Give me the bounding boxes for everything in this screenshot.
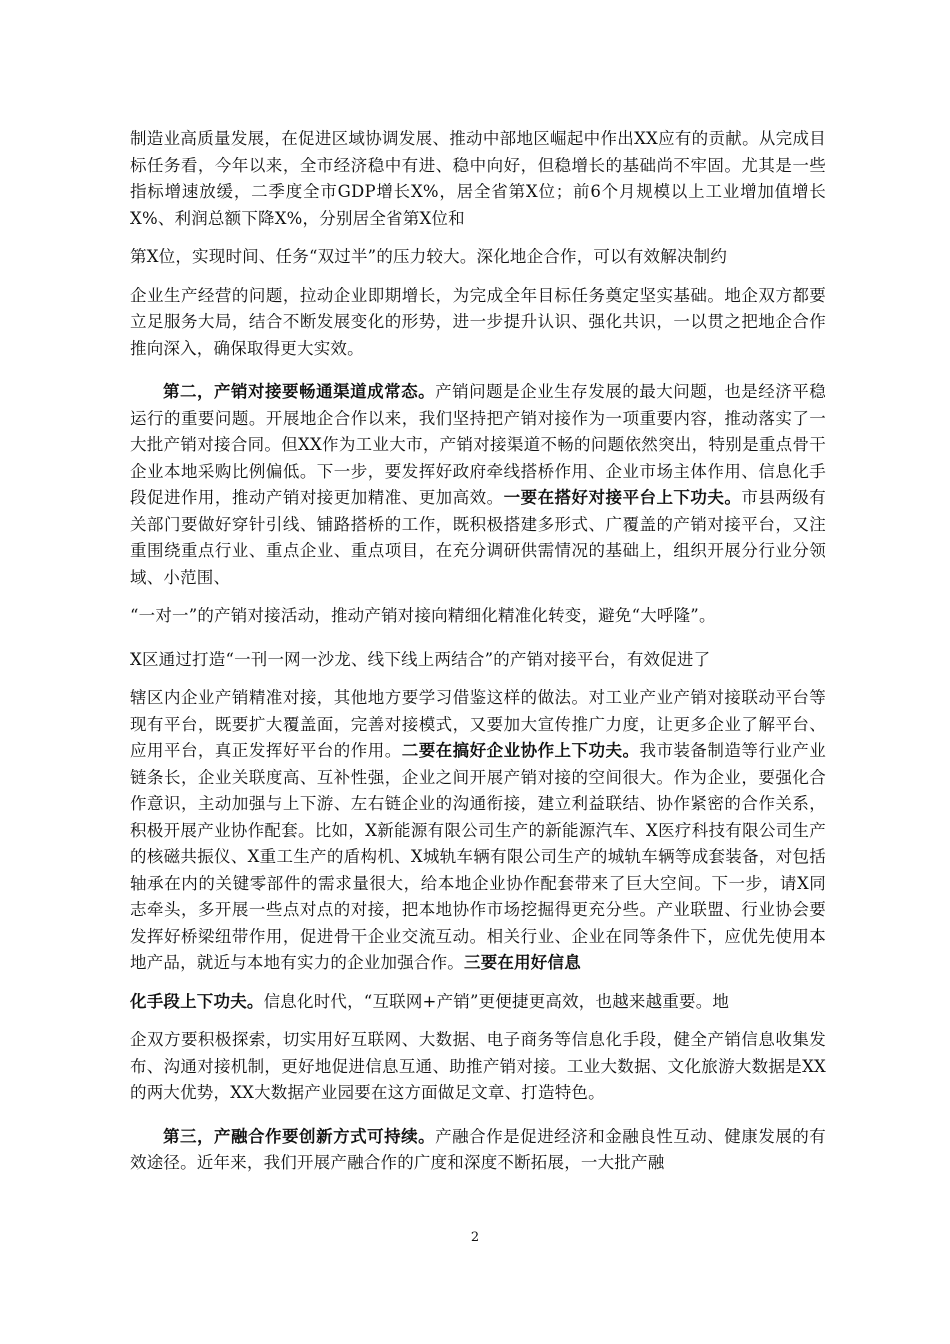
page-number: 2	[470, 1230, 480, 1245]
bold-heading-text: 三要在用好信息	[464, 953, 581, 972]
paragraph	[130, 379, 826, 591]
bold-heading-text: 二要在搞好企业协作上下功夫。	[401, 741, 640, 760]
paragraph	[130, 685, 826, 977]
body-text: 企双方要积极探索，切实用好互联网、大数据、电子商务等信息化手段，健全产销信息收集发布、沟通对接机制，更好地促进信息互通、助推产销对接。工业大数据、文化旅游大数据是XX的两大优势，XX大数据产业园要在这方面做足文章、打造特色。	[130, 1030, 826, 1102]
bold-heading-text: 化手段上下功夫。	[130, 991, 264, 1011]
paragraph	[130, 126, 826, 232]
paragraph	[130, 244, 826, 271]
body-text: 我市装备制造等行业产业链条长，企业关联度高、互补性强，企业之间开展产销对接的空间很大。作为企业，要强化合作意识，主动加强与上下游、左右链企业的沟通衔接，建立利益联结、协作紧密的合作关系，积极开展产业协作配套。比如，X新能源有限公司生产的新能源汽车、X医疗科技有限公司生产的核磁共振仪、X重工生产的盾构机、X城轨车辆有限公司生产的城轨车辆等成套装备，对包括轴承在内的关键零部件的需求量很大，给本地企业协作配套带来了巨大空间。下一步，请X同志牵头，多开展一些点对点的对接，把本地协作市场挖掘得更充分些。产业联盟、行业协会要发挥好桥梁纽带作用，促进骨干企业交流互动。相关行业、企业在同等条件下，应优先使用本地产品，就近与本地有实力的企业加强合作。	[130, 741, 826, 972]
body-text: X区通过打造“一刊一网一沙龙、线下线上两结合”的产销对接平台，有效促进了	[130, 649, 711, 669]
paragraph	[130, 1124, 826, 1177]
body-text: 信息化时代，“互联网+产销”更便捷更高效，也越来越重要。地	[263, 991, 730, 1011]
bold-heading-text: 第三，产融合作要创新方式可持续。	[163, 1126, 436, 1146]
body-text: “一对一”的产销对接活动，推动产销对接向精细化精准化转变，避免“大呼隆”。	[130, 606, 716, 625]
body-text: 辖区内企业产销精准对接，其他地方要学习借鉴这样的做法。对工业产业产销对接联动平台等现有平台，既要扩大覆盖面，完善对接模式，又要加大宣传推广力度，让更多企业了解平台、应用平台，真正发挥好平台的作用。	[130, 688, 826, 760]
paragraph	[130, 989, 826, 1016]
body-text: 市县两级有关部门要做好穿针引线、铺路搭桥的工作，既积极搭建多形式、广覆盖的产销对接平台，又注重围绕重点行业、重点企业、重点项目，在充分调研供需情况的基础上，组织开展分行业分领域、小范围、	[130, 488, 826, 587]
document-body	[130, 126, 826, 1177]
paragraph	[130, 603, 826, 630]
body-text: 企业生产经营的问题，拉动企业即期增长，为完成全年目标任务奠定坚实基础。地企双方都要立足服务大局，结合不断发展变化的形势，进一步提升认识、强化共识，一以贯之把地企合作推向深入，确保取得更大实效。	[130, 285, 826, 358]
bold-heading-text: 一要在搭好对接平台上下功夫。	[503, 488, 742, 507]
body-text: 产销问题是企业生存发展的最大问题，也是经济平稳运行的重要问题。开展地企合作以来，我们坚持把产销对接作为一项重要内容，推动落实了一大批产销对接合同。但XX作为工业大市，产销对接渠道不畅的问题依然突出，特别是重点骨干企业本地采购比例偏低。下一步，要发挥好政府牵线搭桥作用、企业市场主体作用、信息化手段促进作用，推动产销对接更加精准、更加高效。	[130, 382, 826, 507]
bold-heading-text: 第二，产销对接要畅通渠道成常态。	[163, 382, 436, 401]
paragraph	[130, 283, 826, 363]
paragraph	[130, 1027, 826, 1107]
body-text: 产融合作是促进经济和金融良性互动、健康发展的有效途径。近年来，我们开展产融合作的广度和深度不断拓展，一大批产融	[130, 1126, 826, 1172]
paragraph	[130, 647, 826, 674]
body-text: 第X位，实现时间、任务“双过半”的压力较大。深化地企合作，可以有效解决制约	[130, 247, 728, 266]
body-text: 制造业高质量发展，在促进区域协调发展、推动中部地区崛起中作出XX应有的贡献。从完成目标任务看，今年以来，全市经济稳中有进、稳中向好，但稳增长的基础尚不牢固。尤其是一些指标增速放缓，二季度全市GDP增长X%，居全省第X位；前6个月规模以上工业增加值增长X%、利润总额下降X%，分别居全省第X位和	[130, 129, 826, 228]
